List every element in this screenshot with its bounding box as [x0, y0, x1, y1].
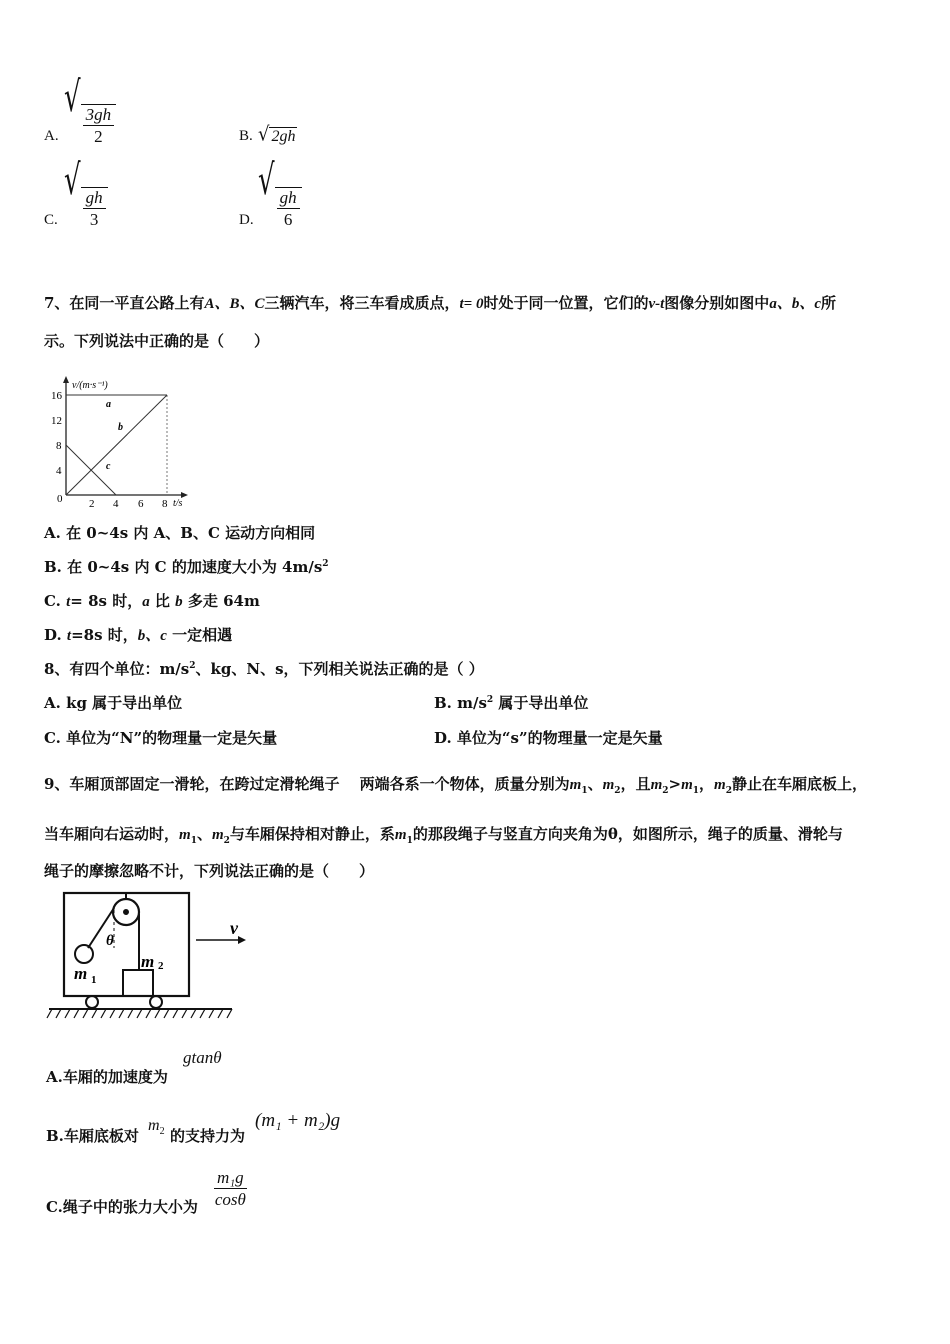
q9-option-a-expr: gtanθ — [183, 1048, 222, 1067]
q9-m1-sub: 1 — [91, 974, 97, 986]
q7-option-b-sup: 2 — [322, 559, 329, 569]
q6-a-den: 2 — [94, 127, 103, 146]
q6-option-c-expr: √ $\frac{gh}{3}$ — [64, 187, 108, 231]
q7-label-a: a — [106, 399, 111, 410]
q8-option-b-text: B. m/s — [434, 694, 487, 712]
q7-y-arrow — [63, 376, 69, 383]
q6-b-radicand: 2gh — [271, 128, 296, 145]
q6-option-c-label: C. — [44, 212, 58, 228]
q9-cart-figure — [44, 888, 254, 1023]
q7-stem-d: 图像分别如图中 — [664, 294, 770, 312]
q7-c-b: b — [175, 594, 183, 610]
q8-stem — [44, 658, 484, 679]
q8-option-b-sup: 2 — [486, 695, 494, 705]
q9-v-label: v — [230, 918, 238, 938]
q9-l2-c: 的那段绳子与竖直方向夹角为 — [412, 825, 608, 843]
q7-stem-c: 时处于同一位置，它们的 — [483, 294, 649, 312]
q7-xtick-6: 6 — [138, 498, 144, 510]
q9-velocity-arrowhead — [238, 936, 246, 944]
q9-wheel-left — [86, 996, 98, 1008]
q9-option-a: A.车厢的加速度为 — [46, 1068, 168, 1086]
q9-option-b-m2: $m_2$ — [148, 1117, 165, 1138]
q7-d-t: t — [66, 628, 72, 644]
q9-option-c: C.绳子中的张力大小为 — [46, 1198, 198, 1216]
q7-label-c: c — [106, 461, 111, 472]
q9-m2-sub: 2 — [158, 960, 164, 972]
q7-label-b: b — [118, 422, 123, 433]
q8-stem-sup: 2 — [189, 661, 196, 671]
q7-d-pre: D. — [44, 626, 67, 644]
q8-option-c: C. 单位为“N”的物理量一定是矢量 — [44, 729, 278, 747]
q7-stem-vt: v-t — [648, 296, 665, 312]
q8-option-d: D. 单位为“s”的物理量一定是矢量 — [434, 729, 663, 747]
q9-l1-b: ，且 — [620, 775, 651, 793]
q7-ylabel: v/(m·s⁻¹) — [72, 380, 108, 391]
q7-line-b — [66, 395, 167, 495]
q9-b-m2-m: m — [148, 1117, 160, 1134]
q7-xtick-4: 4 — [113, 498, 119, 510]
q6-option-d-expr: √ $\frac{gh}{6}$ — [258, 187, 302, 231]
q8-option-b-rest: 属于导出单位 — [493, 694, 589, 712]
q9-option-b-mid: 的支持力为 — [170, 1127, 246, 1145]
q9-option-c-expr — [214, 1168, 247, 1211]
q7-c-end: 多走 64m — [182, 592, 260, 610]
q6-option-a-expr: √ $\frac{3gh}{2}$ — [64, 104, 116, 148]
q6-d-num: gh — [277, 188, 300, 209]
q9-l2-b: 与车厢保持相对静止，系 — [229, 825, 395, 843]
q7-ytick-12: 12 — [51, 415, 62, 427]
q9-theta-label: θ — [106, 933, 114, 949]
q7-stem-lines: a、b、c — [769, 296, 821, 312]
q9-l1-c: 静止在车厢底板上， — [731, 775, 867, 793]
q6-a-num: 3gh — [83, 105, 115, 126]
q6-option-d-label: D. — [239, 212, 254, 228]
q9-option-b-expr: (m₁ + m₂)g — [255, 1110, 341, 1131]
q7-d-end: 一定相遇 — [166, 626, 233, 644]
q7-stem-line1 — [44, 292, 836, 313]
q7-c-mid: = 8s 时， — [70, 592, 143, 610]
q6-option-b-label: B. — [239, 128, 253, 144]
q7-xtick-2: 2 — [89, 498, 95, 510]
q7-stem-b: 三辆汽车，将三车看成质点， — [264, 294, 460, 312]
q8-stem-a: 8、有四个单位：m/s — [44, 660, 190, 678]
q6-c-num: gh — [83, 188, 106, 209]
q9-mass-m1 — [75, 945, 93, 963]
q6-option-a-label: A. — [44, 128, 59, 144]
q7-c-a: a — [142, 594, 150, 610]
q7-option-b-text: B. 在 0~4s 内 C 的加速度大小为 4m/s — [44, 558, 323, 576]
q9-m1-label: m — [74, 964, 88, 983]
q9-option-b: B.车厢底板对 — [46, 1127, 139, 1145]
q7-c-t: t — [66, 594, 71, 610]
q9-stem-line1: 9、车厢顶部固定一滑轮，在跨过定滑轮绳子 两端各系一个物体，质量分别为$m_1$、$m_2$，且$m_2>m_1$，$m_2$静止在车厢底板上， — [44, 775, 867, 796]
q9-l2-a: 当车厢向右运动时， — [44, 825, 180, 843]
q8-stem-rest: 、kg、N、s，下列相关说法正确的是（ ） — [195, 660, 484, 678]
q7-c-mid2: 比 — [149, 592, 176, 610]
q7-c-pre: C. — [44, 592, 67, 610]
q7-ytick-4: 4 — [56, 465, 62, 477]
q7-stem-a: 7、在同一平直公路上有 — [44, 294, 205, 312]
q7-d-mid: =8s 时， — [71, 626, 138, 644]
q7-stem-t: t= 0 — [459, 296, 484, 312]
q9-l1-a: 9、车厢顶部固定一滑轮，在跨过定滑轮绳子 两端各系一个物体，质量分别为 — [44, 775, 570, 793]
q9-stem-line2: 当车厢向右运动时，$m_1$、$m_2$与车厢保持相对静止，系$m_1$的那段绳子与竖直方向夹角为θ，如图所示，绳子的质量、滑轮与 — [44, 825, 843, 846]
q9-wheel-right — [150, 996, 162, 1008]
q6-option-b-expr: √ 2gh — [258, 122, 296, 146]
q7-xtick-8: 8 — [162, 498, 168, 510]
q7-d-bc: b、c — [137, 628, 167, 644]
q7-ytick-0: 0 — [57, 493, 63, 505]
q7-ytick-8: 8 — [56, 440, 62, 452]
q9-mass-m2 — [123, 970, 153, 996]
q9-c-den: cosθ — [214, 1190, 246, 1209]
q9-l2-theta: θ — [607, 825, 618, 843]
q6-c-den: 3 — [89, 210, 99, 229]
q7-option-a: A. 在 0~4s 内 A、B、C 运动方向相同 — [44, 524, 316, 542]
q6-d-den: 6 — [283, 210, 293, 229]
q7-option-b — [44, 556, 329, 577]
q9-m2-label: m — [141, 952, 155, 971]
q7-option-c — [44, 590, 260, 611]
q7-stem-line2: 示。下列说法中正确的是（ ） — [44, 332, 270, 350]
q7-vt-graph — [44, 370, 194, 512]
q9-l2-d: ，如图所示，绳子的质量、滑轮与 — [617, 825, 843, 843]
q8-option-a: A. kg 属于导出单位 — [44, 694, 183, 712]
q9-stem-line3: 绳子的摩擦忽略不计，下列说法正确的是（ ） — [44, 862, 375, 880]
q9-l1-m: m — [714, 777, 726, 793]
q8-option-b — [434, 692, 588, 713]
q9-c-num: m₁g — [214, 1168, 247, 1189]
q7-option-d — [44, 624, 232, 645]
q7-ytick-16: 16 — [51, 390, 62, 402]
q7-stem-abc: A、B、C — [204, 296, 265, 312]
q9-ground-hatch — [47, 1009, 232, 1018]
q7-stem-e: 所 — [820, 294, 836, 312]
q9-pulley-axle — [123, 909, 129, 915]
q7-xlabel: t/s — [173, 498, 183, 509]
